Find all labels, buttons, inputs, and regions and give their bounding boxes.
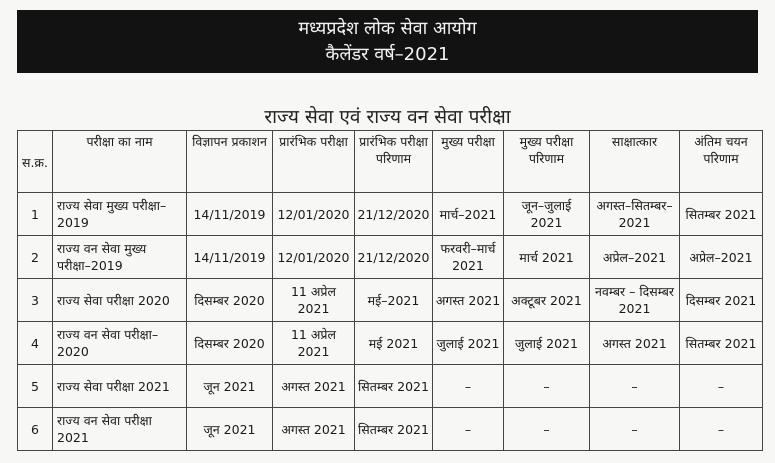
interview-cell: अगस्त 2021 [590,322,680,365]
prelims-result-cell: 21/12/2020 [355,193,433,236]
col-header-mains: मुख्य परीक्षा [433,131,504,193]
final-result-cell: – [680,365,763,408]
exam-name-cell: राज्य सेवा परीक्षा 2021 [53,365,187,408]
serial-cell: 2 [18,236,53,279]
col-header-advertisement: विज्ञापन प्रकाशन [187,131,273,193]
col-header-prelims-result: प्रारंभिक परीक्षा परिणाम [355,131,433,193]
mains-result-cell: – [504,408,590,451]
exam-schedule-table [17,130,763,451]
serial-cell: 6 [18,408,53,451]
prelims-cell: 11 अप्रेल 2021 [273,322,355,365]
table-row [18,408,763,451]
advertisement-cell: जून 2021 [187,365,273,408]
calendar-year-title: कैलेंडर वर्ष–2021 [325,43,450,65]
advertisement-cell: दिसम्बर 2020 [187,279,273,322]
mains-result-cell: जुलाई 2021 [504,322,590,365]
table-row [18,365,763,408]
serial-cell: 4 [18,322,53,365]
final-result-cell: सितम्बर 2021 [680,322,763,365]
exam-name-cell: राज्य वन सेवा परीक्षा–2020 [53,322,187,365]
mains-result-cell: जून–जुलाई 2021 [504,193,590,236]
prelims-result-cell: सितम्बर 2021 [355,408,433,451]
prelims-cell: अगस्त 2021 [273,408,355,451]
interview-cell: – [590,408,680,451]
col-header-exam-name: परीक्षा का नाम [53,131,187,193]
prelims-result-cell: सितम्बर 2021 [355,365,433,408]
advertisement-cell: 14/11/2019 [187,236,273,279]
table-row [18,193,763,236]
interview-cell: अगस्त–सितम्बर–2021 [590,193,680,236]
table-header-row [18,131,763,193]
serial-cell: 5 [18,365,53,408]
col-header-interview: साक्षात्कार [590,131,680,193]
col-header-serial: स.क्र. [18,131,53,193]
col-header-final-result: अंतिम चयन परिणाम [680,131,763,193]
col-header-prelims: प्रारंभिक परीक्षा [273,131,355,193]
final-result-cell: दिसम्बर 2021 [680,279,763,322]
serial-cell: 1 [18,193,53,236]
commission-name: मध्यप्रदेश लोक सेवा आयोग [298,17,477,39]
table-row [18,236,763,279]
exam-name-cell: राज्य सेवा मुख्य परीक्षा–2019 [53,193,187,236]
mains-result-cell: मार्च 2021 [504,236,590,279]
prelims-result-cell: मई 2021 [355,322,433,365]
table-row [18,279,763,322]
prelims-cell: 12/01/2020 [273,193,355,236]
mains-cell: फरवरी–मार्च 2021 [433,236,504,279]
interview-cell: – [590,365,680,408]
advertisement-cell: 14/11/2019 [187,193,273,236]
mains-cell: अगस्त 2021 [433,279,504,322]
mains-cell: – [433,408,504,451]
final-result-cell: सितम्बर 2021 [680,193,763,236]
col-header-mains-result: मुख्य परीक्षा परिणाम [504,131,590,193]
mains-result-cell: – [504,365,590,408]
interview-cell: नवम्बर – दिसम्बर 2021 [590,279,680,322]
header-banner [17,10,758,73]
mains-cell: – [433,365,504,408]
mains-cell: मार्च–2021 [433,193,504,236]
serial-cell: 3 [18,279,53,322]
interview-cell: अप्रेल–2021 [590,236,680,279]
prelims-cell: 11 अप्रेल 2021 [273,279,355,322]
exam-name-cell: राज्य सेवा परीक्षा 2020 [53,279,187,322]
exam-name-cell: राज्य वन सेवा मुख्य परीक्षा–2019 [53,236,187,279]
prelims-result-cell: 21/12/2020 [355,236,433,279]
final-result-cell: – [680,408,763,451]
table-subtitle: राज्य सेवा एवं राज्य वन सेवा परीक्षा [264,106,511,128]
final-result-cell: अप्रेल–2021 [680,236,763,279]
advertisement-cell: दिसम्बर 2020 [187,322,273,365]
table-row [18,322,763,365]
exam-name-cell: राज्य वन सेवा परीक्षा 2021 [53,408,187,451]
prelims-cell: अगस्त 2021 [273,365,355,408]
mains-result-cell: अक्टूबर 2021 [504,279,590,322]
prelims-cell: 12/01/2020 [273,236,355,279]
advertisement-cell: जून 2021 [187,408,273,451]
mains-cell: जुलाई 2021 [433,322,504,365]
prelims-result-cell: मई–2021 [355,279,433,322]
